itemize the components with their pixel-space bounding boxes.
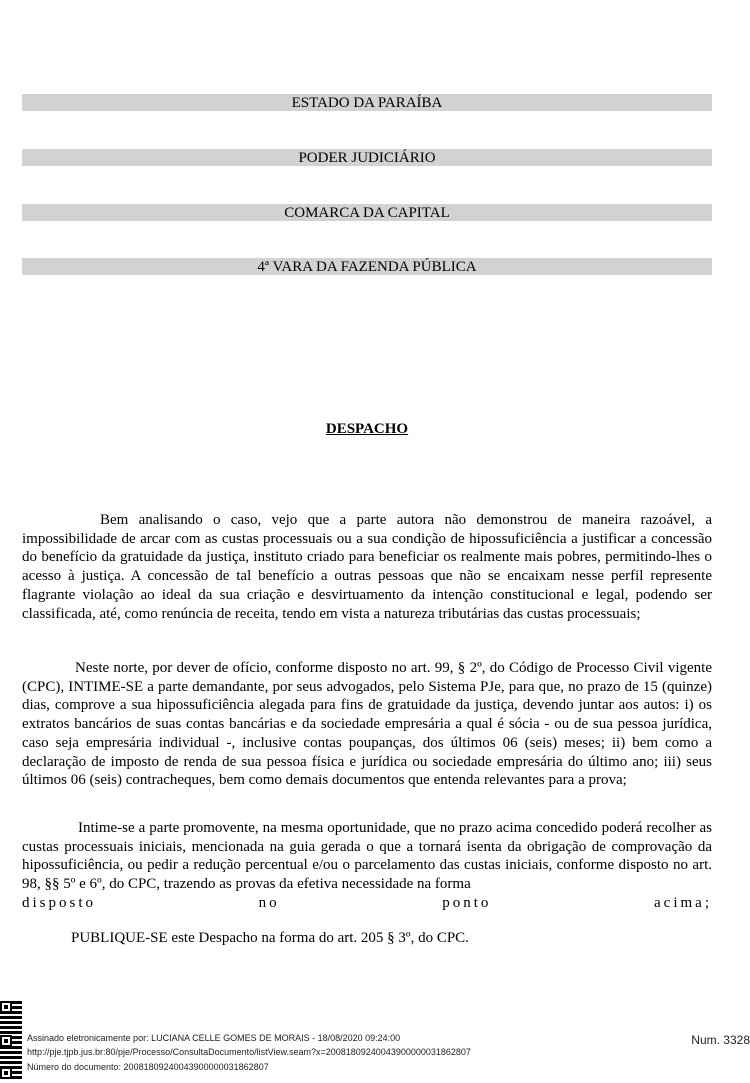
publication-order: PUBLIQUE-SE este Despacho na forma do art. 205 § 3º, do CPC. — [71, 930, 469, 946]
paragraph-2 — [22, 659, 712, 790]
paragraph-3 — [22, 819, 712, 913]
header-district: COMARCA DA CAPITAL — [22, 204, 712, 221]
header-court: 4ª VARA DA FAZENDA PÚBLICA — [22, 258, 712, 275]
paragraph-2-text: Neste norte, por dever de ofício, conforme disposto no art. 99, § 2º, do Código de Processo Civil vigente (CPC), INTIME-SE a parte demandante, por seus advogados, pelo Sistema PJe, para que, no prazo de 15 (quinze) dias, comprove a sua hipossuficiência alegada para fins de gratuidade da justiça, devendo juntar aos autos: i) os extratos bancários de suas contas bancárias e da sociedade empresária a qual é sócia - ou de sua pessoa jurídica, caso seja empresária individual -, inclusive contas poupanças, dos últimos 06 (seis) meses; ii) bem como a declaração de imposto de renda de sua pessoa física e jurídica ou sociedade empresária do último ano; iii) seus últimos 06 (seis) contracheques, bem como demais documentos que entenda relevantes para a prova; — [22, 660, 712, 789]
tail-word: disposto — [22, 894, 97, 911]
paragraph-1 — [22, 511, 712, 623]
tail-word: no — [258, 894, 280, 911]
header-judiciary: PODER JUDICIÁRIO — [22, 149, 712, 166]
page-number: Num. 3328 — [691, 1033, 750, 1047]
header-state: ESTADO DA PARAÍBA — [22, 94, 712, 111]
document-number: Número do documento: 20081809240043900000031862807 — [27, 1062, 269, 1072]
qr-code-icon — [0, 1001, 22, 1079]
paragraph-1-text: Bem analisando o caso, vejo que a parte autora não demonstrou de maneira razoável, a impossibilidade de arcar com as custas processuais ou a sua condição de hipossuficiência a justificar a concessão do benefício da gratuidade da justiça, instituto criado para beneficiar os realmente mais pobres, permitindo-lhes o acesso à justiça. A concessão de tal benefício a outras pessoas que não se encaixam nesse perfil represente flagrante violação ao ideal da sua criação e desvirtuamento da intenção constitucional e legal, podendo ser classificada, até, como renúncia de receita, tendo em vista a natureza tributárias das custas processuais; — [22, 512, 712, 622]
tail-word: ponto — [442, 894, 492, 911]
paragraph-3-tail — [22, 894, 712, 913]
paragraph-3-text: Intime-se a parte promovente, na mesma oportunidade, que no prazo acima concedido poderá recolher as custas processuais iniciais, mencionada na guia gerada o que a tornará isenta da obrigação de comprovação da hipossuficiência, ou pedir a redução percentual e/ou o parcelamento das custas iniciais, conforme disposto no art. 98, §§ 5º e 6º, do CPC, trazendo as provas da efetiva necessidade na forma — [22, 820, 712, 893]
document-url[interactable]: http://pje.tjpb.jus.br:80/pje/Processo/ConsultaDocumento/listView.seam?x=20081809240043900000031862807 — [27, 1047, 471, 1057]
tail-word: acima; — [654, 894, 712, 911]
signature-line: Assinado eletronicamente por: LUCIANA CELLE GOMES DE MORAIS - 18/08/2020 09:24:00 — [27, 1033, 401, 1043]
signature-footer — [0, 1001, 750, 1083]
document-title: DESPACHO — [325, 421, 409, 437]
